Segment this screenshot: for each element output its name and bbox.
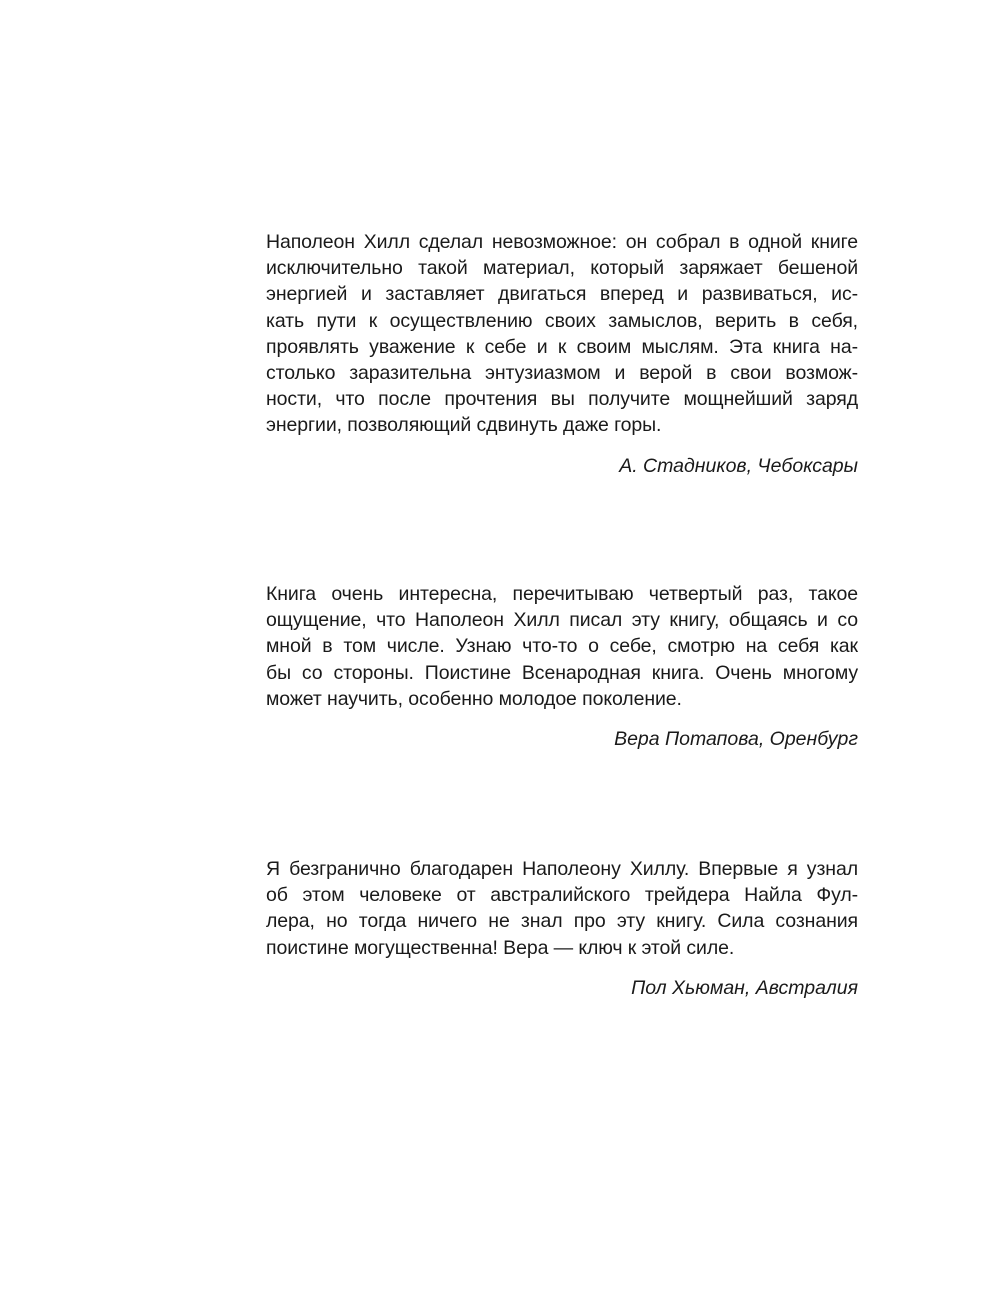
review-stadnikov [266,229,858,479]
review-line: Я безгранично благодарен Наполеону Хиллу. Впервые я узнал [266,858,858,880]
review-line: об этом человеке от австралийского трейдера Найла Фул- [266,884,858,907]
review-line: исключительно такой материал, который заряжает бешеной [266,257,858,280]
review-author: Пол Хьюман, Австралия [631,976,858,999]
review-author: А. Стадников, Чебоксары [619,454,858,477]
review-author: Вера Потапова, Оренбург [614,728,858,751]
review-line: столько заразительна энтузиазмом и верой в свои возмож- [266,362,858,385]
review-hyuman [266,856,858,1001]
review-line: поистине могущественна! Вера — ключ к этой силе. [266,936,735,959]
review-line: проявлять уважение к себе и к своим мыслям. Эта книга на- [266,335,858,358]
review-text [266,229,858,439]
review-line: бы со стороны. Поистине Всенародная книга. Очень многому [266,661,858,684]
review-line: ощущение, что Наполеон Хилл писал эту книгу, общаясь и со [266,609,858,632]
review-line: Наполеон Хилл сделал невозможное: он собрал в одной книге [266,231,858,253]
review-line: лера, но тогда ничего не знал про эту книгу. Сила сознания [266,910,858,933]
review-line: ности, что после прочтения вы получите мощнейший заряд [266,388,858,411]
review-line: энергией и заставляет двигаться вперед и развиваться, ис- [266,283,858,306]
review-text [266,581,858,712]
review-text [266,856,858,961]
review-potapova [266,581,858,752]
review-line: Книга очень интересна, перечитываю четвертый раз, такое [266,583,858,605]
review-line: кать пути к осуществлению своих замыслов, верить в себя, [266,309,858,332]
review-line: энергии, позволяющий сдвинуть даже горы. [266,414,662,437]
review-line: мной в том числе. Узнаю что-то о себе, смотрю на себя как [266,635,858,658]
review-line: может научить, особенно молодое поколение. [266,687,682,710]
